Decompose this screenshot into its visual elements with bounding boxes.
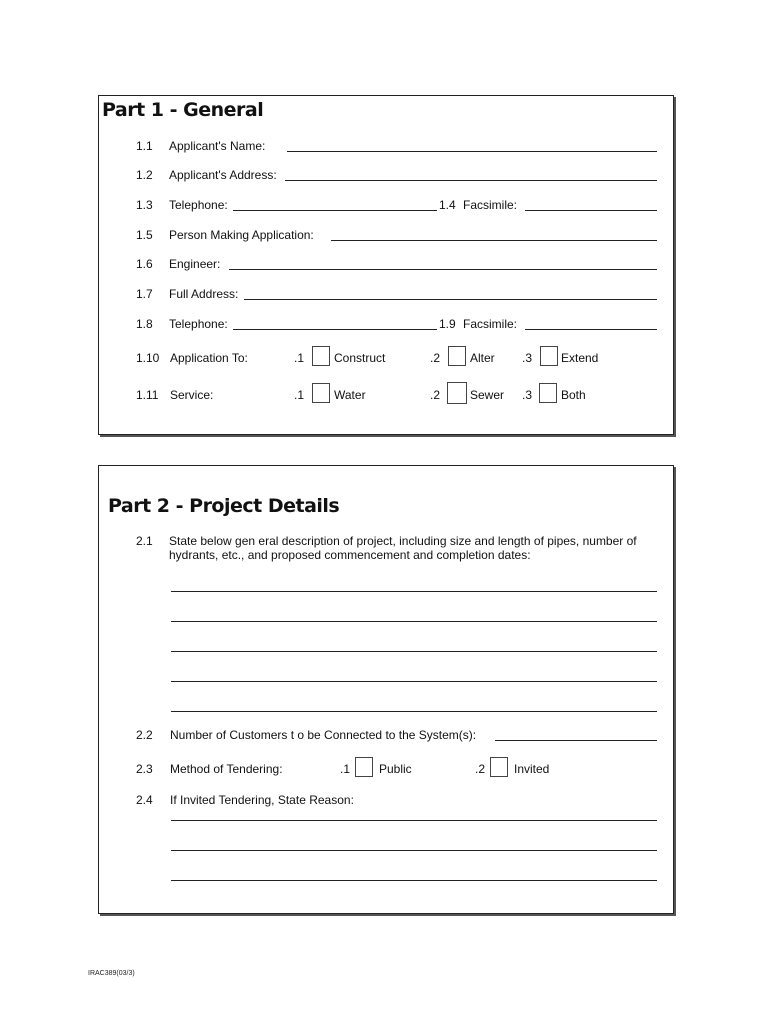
item-number: 2.4: [136, 793, 153, 807]
service-row: [99, 388, 673, 404]
person-making-application-row: [99, 228, 673, 244]
project-description-instructions: [169, 534, 659, 562]
full-address-field[interactable]: [244, 299, 657, 300]
extend-label: Extend: [561, 351, 599, 365]
option-number: .2: [430, 351, 441, 365]
extend-checkbox[interactable]: [540, 346, 558, 366]
customers-field[interactable]: [495, 740, 657, 741]
instruction-line: hydrants, etc., and proposed commencement and completion dates:: [169, 548, 531, 562]
construct-label: Construct: [334, 351, 386, 365]
telephone-label: Telephone:: [169, 317, 228, 331]
option-number: .1: [294, 351, 305, 365]
facsimile-field[interactable]: [525, 329, 657, 330]
customers-row: [99, 728, 673, 744]
application-to-label: Application To:: [170, 351, 248, 365]
alter-checkbox[interactable]: [448, 346, 466, 366]
reason-line-1[interactable]: [171, 820, 657, 821]
option-number: .3: [522, 388, 533, 402]
both-label: Both: [561, 388, 586, 402]
item-number: 1.2: [136, 168, 153, 182]
facsimile-label: Facsimile:: [463, 317, 518, 331]
public-label: Public: [379, 762, 412, 776]
form-code: IRAC389(03/3): [88, 970, 135, 977]
option-number: .3: [522, 351, 533, 365]
tendering-label: Method of Tendering:: [170, 762, 283, 776]
person-making-application-field[interactable]: [331, 240, 657, 241]
application-to-row: [99, 351, 673, 367]
description-line-3[interactable]: [171, 651, 657, 652]
item-number: 1.4: [439, 198, 456, 212]
tendering-row: [99, 762, 673, 778]
invited-label: Invited: [514, 762, 550, 776]
sewer-checkbox[interactable]: [447, 382, 467, 404]
applicant-address-field[interactable]: [285, 180, 657, 181]
part1-panel: [98, 95, 674, 435]
item-number: 1.11: [136, 388, 159, 402]
item-number: 1.5: [136, 228, 153, 242]
telephone-field[interactable]: [233, 210, 437, 211]
engineer-field[interactable]: [229, 269, 657, 270]
option-number: .2: [430, 388, 441, 402]
description-line-5[interactable]: [171, 711, 657, 712]
item-number: 1.7: [136, 287, 153, 301]
option-number: .1: [340, 762, 351, 776]
description-line-4[interactable]: [171, 681, 657, 682]
description-line-1[interactable]: [171, 591, 657, 592]
facsimile-label: Facsimile:: [463, 198, 518, 212]
reason-line-2[interactable]: [171, 850, 657, 851]
item-number: 1.1: [136, 139, 153, 153]
project-description-row: [99, 534, 673, 564]
instruction-line: State below gen eral description of project, including size and length of pipes, number of: [169, 534, 637, 548]
engineer-label: Engineer:: [169, 257, 221, 271]
item-number: 1.9: [439, 317, 456, 331]
customers-label: Number of Customers t o be Connected to the System(s):: [170, 728, 477, 742]
option-number: .2: [475, 762, 486, 776]
invited-reason-label: If Invited Tendering, State Reason:: [170, 793, 354, 807]
water-label: Water: [334, 388, 366, 402]
full-address-row: [99, 287, 673, 303]
item-number: 1.3: [136, 198, 153, 212]
telephone-label: Telephone:: [169, 198, 228, 212]
engineer-row: [99, 257, 673, 273]
facsimile-field[interactable]: [525, 210, 657, 211]
option-number: .1: [294, 388, 305, 402]
reason-line-3[interactable]: [171, 880, 657, 881]
item-number: 1.6: [136, 257, 153, 271]
item-number: 1.8: [136, 317, 153, 331]
part2-title: Part 2 - Project Details: [108, 495, 340, 517]
person-making-application-label: Person Making Application:: [169, 228, 314, 242]
applicant-name-row: [99, 139, 673, 155]
description-line-2[interactable]: [171, 621, 657, 622]
applicant-name-field[interactable]: [287, 151, 657, 152]
engineer-telephone-row: [99, 317, 673, 333]
telephone-row: [99, 198, 673, 214]
applicant-address-label: Applicant's Address:: [169, 168, 277, 182]
sewer-label: Sewer: [470, 388, 505, 402]
item-number: 1.10: [136, 351, 160, 365]
item-number: 2.3: [136, 762, 153, 776]
applicant-address-row: [99, 168, 673, 184]
telephone-field[interactable]: [233, 329, 437, 330]
construct-checkbox[interactable]: [312, 346, 330, 366]
public-checkbox[interactable]: [355, 757, 373, 777]
both-checkbox[interactable]: [539, 383, 557, 403]
applicant-name-label: Applicant's Name:: [169, 139, 266, 153]
alter-label: Alter: [470, 351, 495, 365]
item-number: 2.1: [136, 534, 153, 548]
water-checkbox[interactable]: [312, 383, 330, 403]
part1-title: Part 1 - General: [102, 99, 264, 121]
full-address-label: Full Address:: [169, 287, 239, 301]
invited-reason-row: [99, 793, 673, 809]
service-label: Service:: [170, 388, 214, 402]
part2-panel: [98, 465, 674, 914]
invited-checkbox[interactable]: [490, 757, 508, 777]
item-number: 2.2: [136, 728, 153, 742]
